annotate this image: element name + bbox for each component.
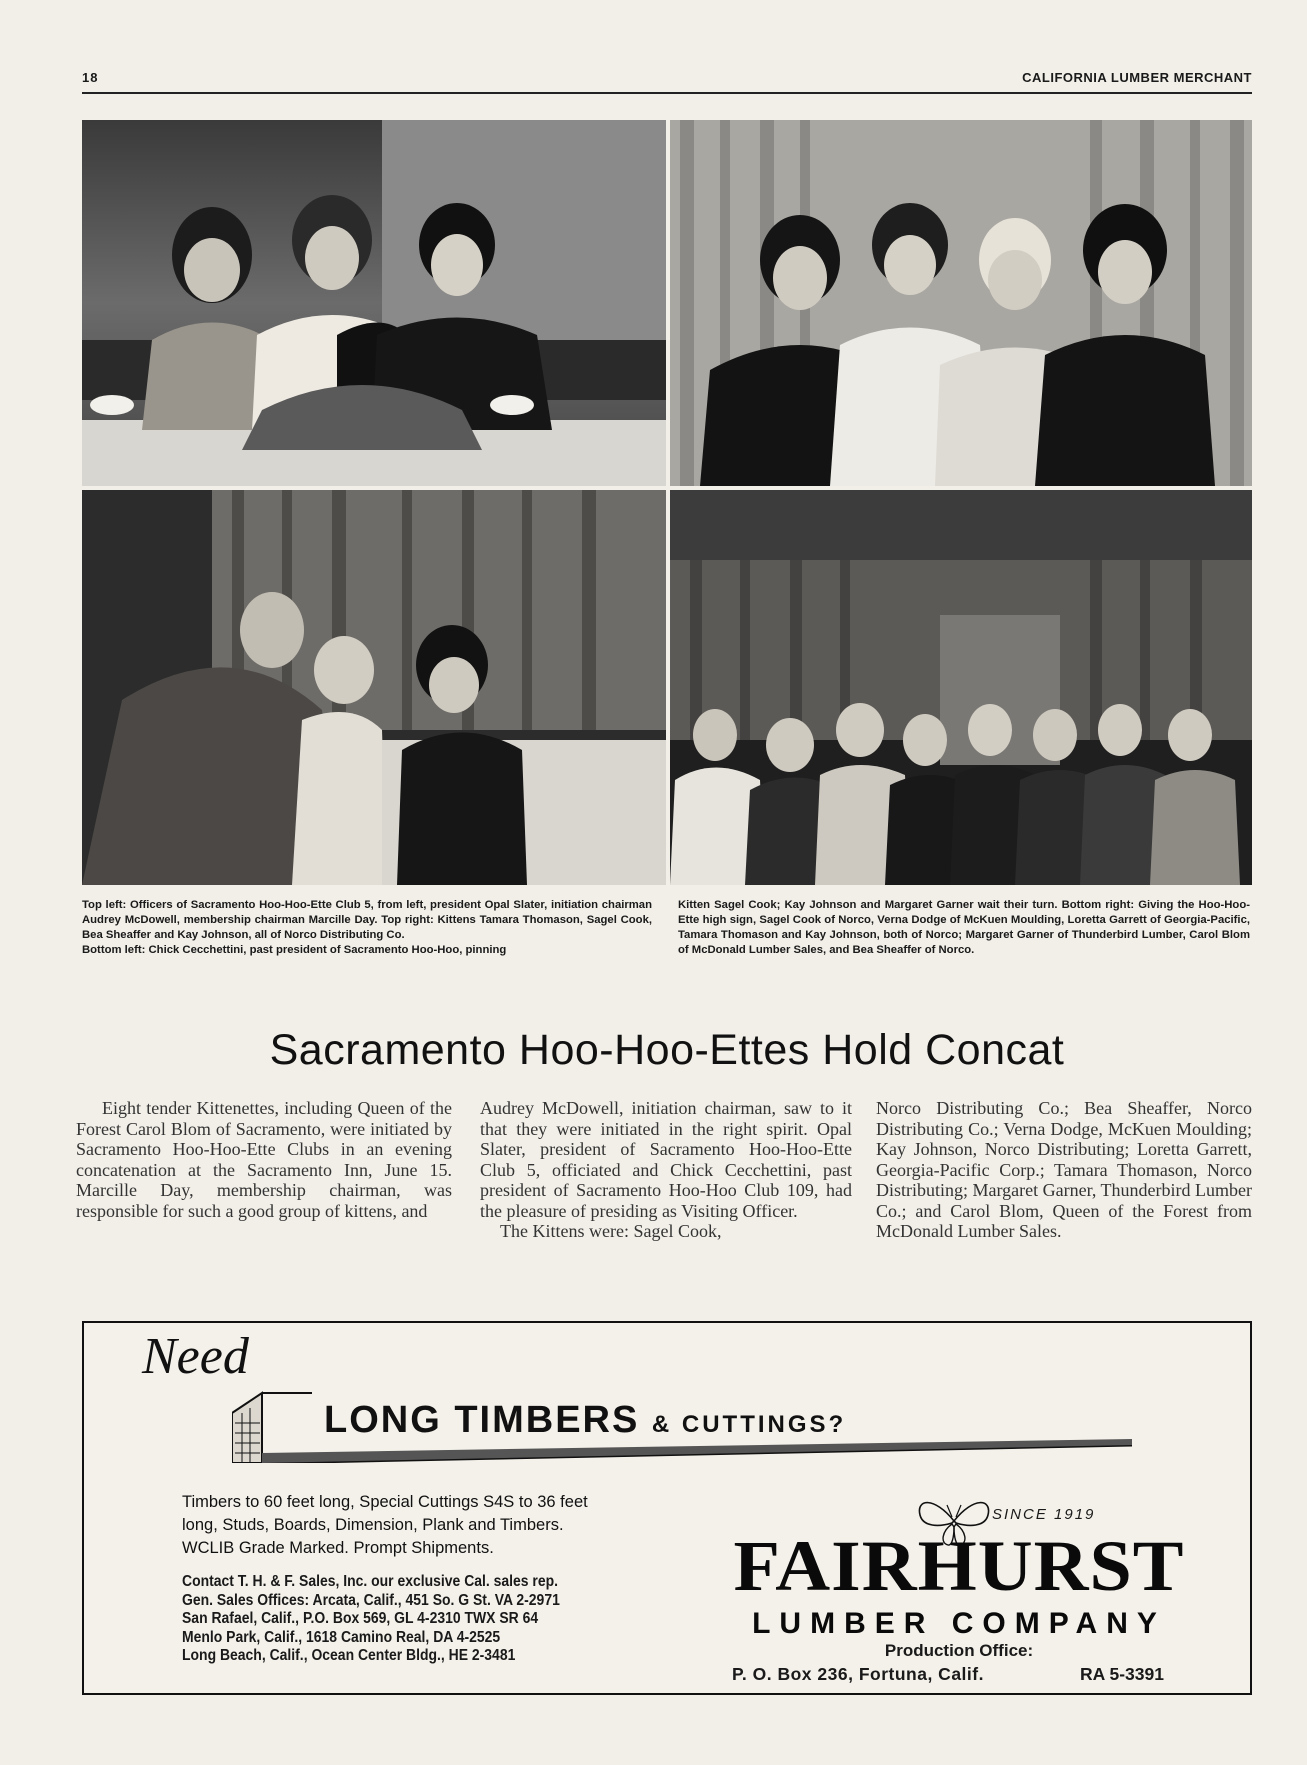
ad-headline (324, 1399, 846, 1442)
contact-line: Menlo Park, Calif., 1618 Camino Real, DA 4-2525 (182, 1628, 501, 1646)
production-office-phone: RA 5-3391 (1080, 1664, 1164, 1684)
caption-top-text: Top left: Officers of Sacramento Hoo-Hoo-Ette Club 5, from left, president Opal Slater, initiation chairman Audrey McDowell, membership chairman Marcille Day. Top right: Kittens Tamara Thomason, Sagel Cook, Bea Sheaffer and Kay Johnson, all of Norco Distributing Co. (82, 899, 652, 941)
fairhurst-logo: FAIRHURST (733, 1526, 1185, 1606)
article-headline: Sacramento Hoo-Hoo-Ettes Hold Concat (269, 1026, 1065, 1074)
page-header (82, 66, 1252, 94)
photo-bottom-right (670, 490, 1252, 885)
ad-body-line: WCLIB Grade Marked. Prompt Shipments. (182, 1539, 494, 1557)
production-office-label: Production Office: (884, 1641, 1034, 1660)
photo-bottom-left (82, 490, 666, 885)
publication-name: CALIFORNIA LUMBER MERCHANT (1022, 70, 1252, 85)
contact-line: San Rafael, Calif., P.O. Box 569, GL 4-2310 TWX SR 64 (182, 1610, 539, 1627)
article-column-2-para-1: Audrey McDowell, initiation chairman, saw to it that they were initiated in the right spirit. Opal Slater, president of Sacramento Hoo-Hoo-Ette Club 5, officiated and Chick Cecchettini, past president of Sacramento Hoo-Hoo Club 109, had the pleasure of presiding as Visiting Officer. (480, 1098, 852, 1221)
contact-line: Long Beach, Calif., Ocean Center Bldg., HE 2-3481 (182, 1647, 516, 1664)
article-column-2-para-2: The Kittens were: Sagel Cook, (500, 1221, 722, 1241)
article-column-1: Eight tender Kittenettes, including Queen of the Forest Carol Blom of Sacramento, were initiated by Sacramento Hoo-Hoo-Ette Clubs in an evening concatenation at the Sacramento Inn, June 15. Marcille Day, membership chairman, was responsible for such a good group of kittens, and (76, 1098, 452, 1221)
ad-body-line: long, Studs, Boards, Dimension, Plank and Timbers. (182, 1516, 564, 1534)
article-column-3: Norco Distributing Co.; Bea Sheaffer, Norco Distributing Co.; Verna Dodge, McKuen Moulding; Kay Johnson, Norco Distributing; Loretta Garrett, Georgia-Pacific Corp.; Tamara Thomason, Norco Distributing; Margaret Garner, Thunderbird Lumber Co.; and Carol Blom, Queen of the Forest from McDonald Lumber Sales. (876, 1098, 1253, 1241)
caption-right-text: Kitten Sagel Cook; Kay Johnson and Margaret Garner wait their turn. Bottom right: Giving the Hoo-Hoo-Ette high sign, Sagel Cook of Norco, Verna Dodge of McKuen Moulding, Loretta Garrett of Georgia-Pacific, Tamara Thomason and Kay Johnson, both of Norco; Margaret Garner of Thunderbird Lumber, Carol Blom of McDonald Lumber Sales, and Bea Sheaffer of Norco. (678, 899, 1250, 956)
contact-line: Contact T. H. & F. Sales, Inc. our exclusive Cal. sales rep. (182, 1573, 559, 1590)
fairhurst-advertisement (82, 1321, 1252, 1695)
lumber-company-wordmark: LUMBER COMPANY (752, 1607, 1166, 1640)
photo-caption-right (678, 898, 1250, 958)
ad-need-word: Need (142, 1328, 249, 1385)
photo-top-left (82, 120, 666, 486)
contact-line: Gen. Sales Offices: Arcata, Calif., 451 So. G St. VA 2-2971 (182, 1591, 560, 1609)
production-office-address: P. O. Box 236, Fortuna, Calif. (732, 1664, 984, 1684)
photo-caption-left (82, 898, 652, 958)
ad-headline-tail: & CUTTINGS? (651, 1411, 847, 1438)
caption-bottom-left-text: Bottom left: Chick Cecchettini, past president of Sacramento Hoo-Hoo, pinning (82, 944, 507, 956)
since-year: SINCE 1919 (992, 1506, 1096, 1523)
ad-headline-main: LONG TIMBERS (324, 1399, 640, 1441)
ad-body (182, 1491, 702, 1560)
ad-contact-info (182, 1573, 686, 1666)
photo-top-right (670, 120, 1252, 486)
article-column-2 (480, 1098, 852, 1242)
ad-body-line: Timbers to 60 feet long, Special Cuttings S4S to 36 feet (182, 1493, 588, 1511)
page-number: 18 (82, 70, 99, 85)
